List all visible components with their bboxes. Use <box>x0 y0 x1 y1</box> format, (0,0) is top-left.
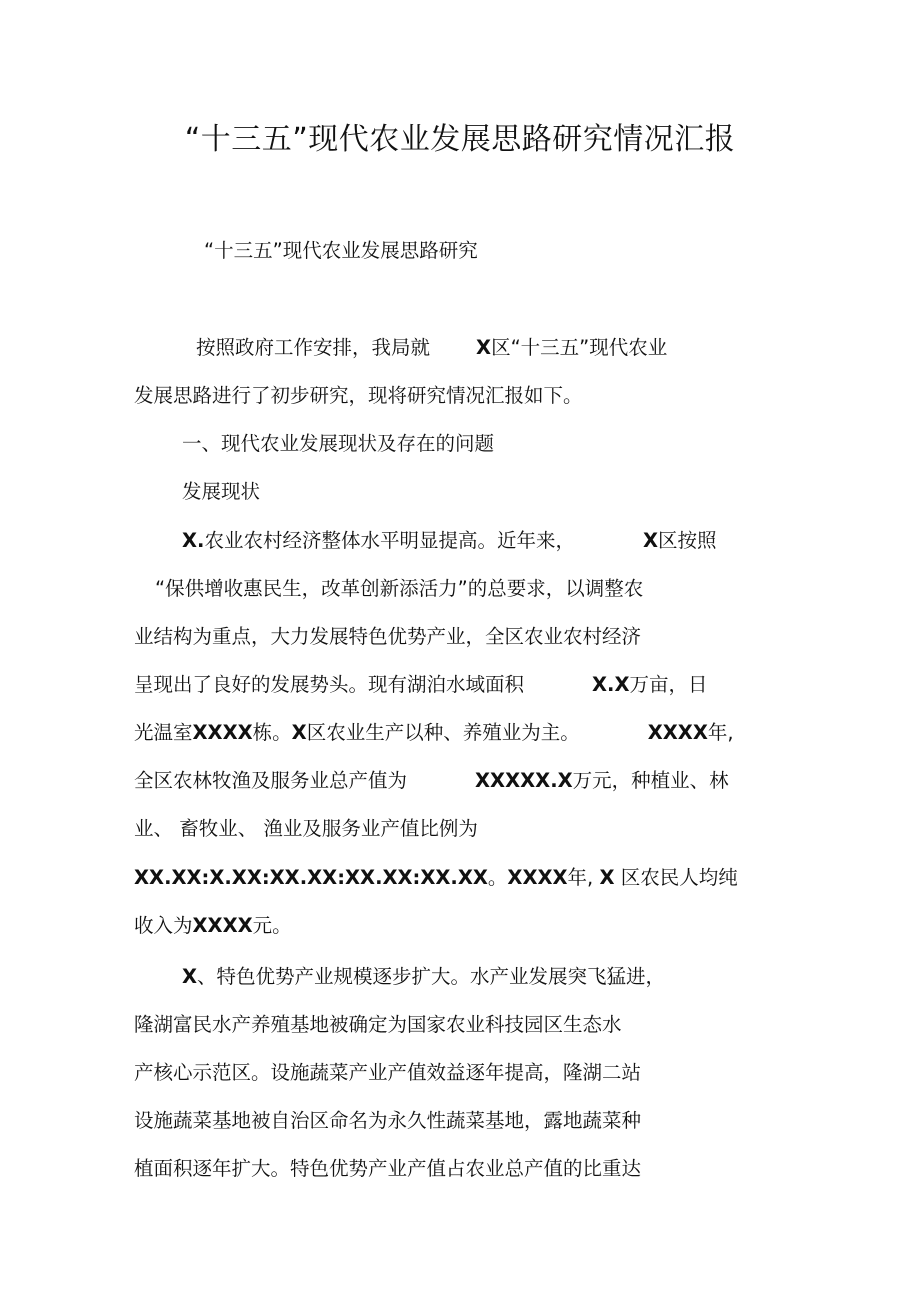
paragraph-line <box>182 963 665 991</box>
text-run: XXXX <box>647 721 708 744</box>
text-run: 呈现出了良好的发展势头。现有湖泊水域面积 <box>134 673 525 696</box>
text-run: XXXX <box>192 914 253 937</box>
paragraph-line: 设施蔬菜基地被自治区命名为永久性蔬菜基地，露地蔬菜种 <box>134 1109 642 1132</box>
text-run: X <box>291 721 307 744</box>
subsection-heading: 发展现状 <box>182 480 261 503</box>
text-run: X. <box>182 529 205 552</box>
paragraph-line <box>182 527 717 555</box>
text-run: 、特色优势产业规模逐步扩大。水产业发展突飞猛进， <box>197 965 666 988</box>
text-run: 元。 <box>252 914 292 937</box>
text-run: XX.XX:X.XX:XX.XX:XX.XX:XX.XX <box>134 866 488 889</box>
text-run: X <box>642 529 659 552</box>
text-run: 区农民人均纯 <box>614 866 738 889</box>
document-title: “十三五”现代农业发展思路研究情况汇报 <box>184 122 736 157</box>
paragraph-line <box>134 767 729 795</box>
paragraph-line: “保供增收惠民生，改革创新添活力”的总要求，以调整农 <box>155 577 644 600</box>
text-run: 年, <box>707 721 734 744</box>
paragraph-line: 隆湖富民水产养殖基地被确定为国家农业科技园区生态水 <box>134 1013 622 1036</box>
text-run: 区“十三五”现代农业 <box>491 336 668 359</box>
text-run: X <box>476 336 492 359</box>
text-run: 农业农村经济整体水平明显提高。近年来， <box>204 529 575 552</box>
text-run: 全区农林牧渔及服务业总产值为 <box>134 769 408 792</box>
text-run: 栋。 <box>252 721 292 744</box>
text-run: 年, <box>567 866 594 889</box>
paragraph-line: 业结构为重点，大力发展特色优势产业，全区农业农村经济 <box>134 625 642 648</box>
text-run: X.X <box>592 673 630 696</box>
text-run: 区按照 <box>658 529 717 552</box>
paragraph-line: 植面积逐年扩大。特色优势产业产值占农业总产值的比重达 <box>134 1157 642 1180</box>
text-run: 。 <box>487 866 508 889</box>
paragraph-line <box>134 671 708 699</box>
paragraph-line <box>134 719 734 747</box>
text-run: X <box>182 965 198 988</box>
text-run: XXXX <box>507 866 568 889</box>
document-subtitle: “十三五”现代农业发展思路研究 <box>204 239 478 262</box>
text-run: 区农业生产以种、养殖业为主。 <box>306 721 580 744</box>
paragraph-line <box>196 334 667 362</box>
text-run: 收入为 <box>134 914 193 937</box>
text-run: 万元，种植业、林 <box>572 769 729 792</box>
text-run: 按照政府工作安排，我局就 <box>196 336 431 359</box>
paragraph-line <box>134 864 738 892</box>
text-run: 万亩，日 <box>629 673 708 696</box>
paragraph-line <box>134 912 292 940</box>
text-run: 光温室 <box>134 721 193 744</box>
paragraph-line: 产核心示范区。设施蔬菜产业产值效益逐年提高，隆湖二站 <box>134 1061 642 1084</box>
text-run: XXXX <box>192 721 253 744</box>
paragraph-line: 业、 畜牧业、 渔业及服务业产值比例为 <box>134 817 478 840</box>
text-run: XXXXX.X <box>475 769 573 792</box>
paragraph-line: 发展思路进行了初步研究，现将研究情况汇报如下。 <box>134 384 583 407</box>
section-heading: 一、现代农业发展现状及存在的问题 <box>182 432 495 455</box>
text-run: X <box>599 866 615 889</box>
